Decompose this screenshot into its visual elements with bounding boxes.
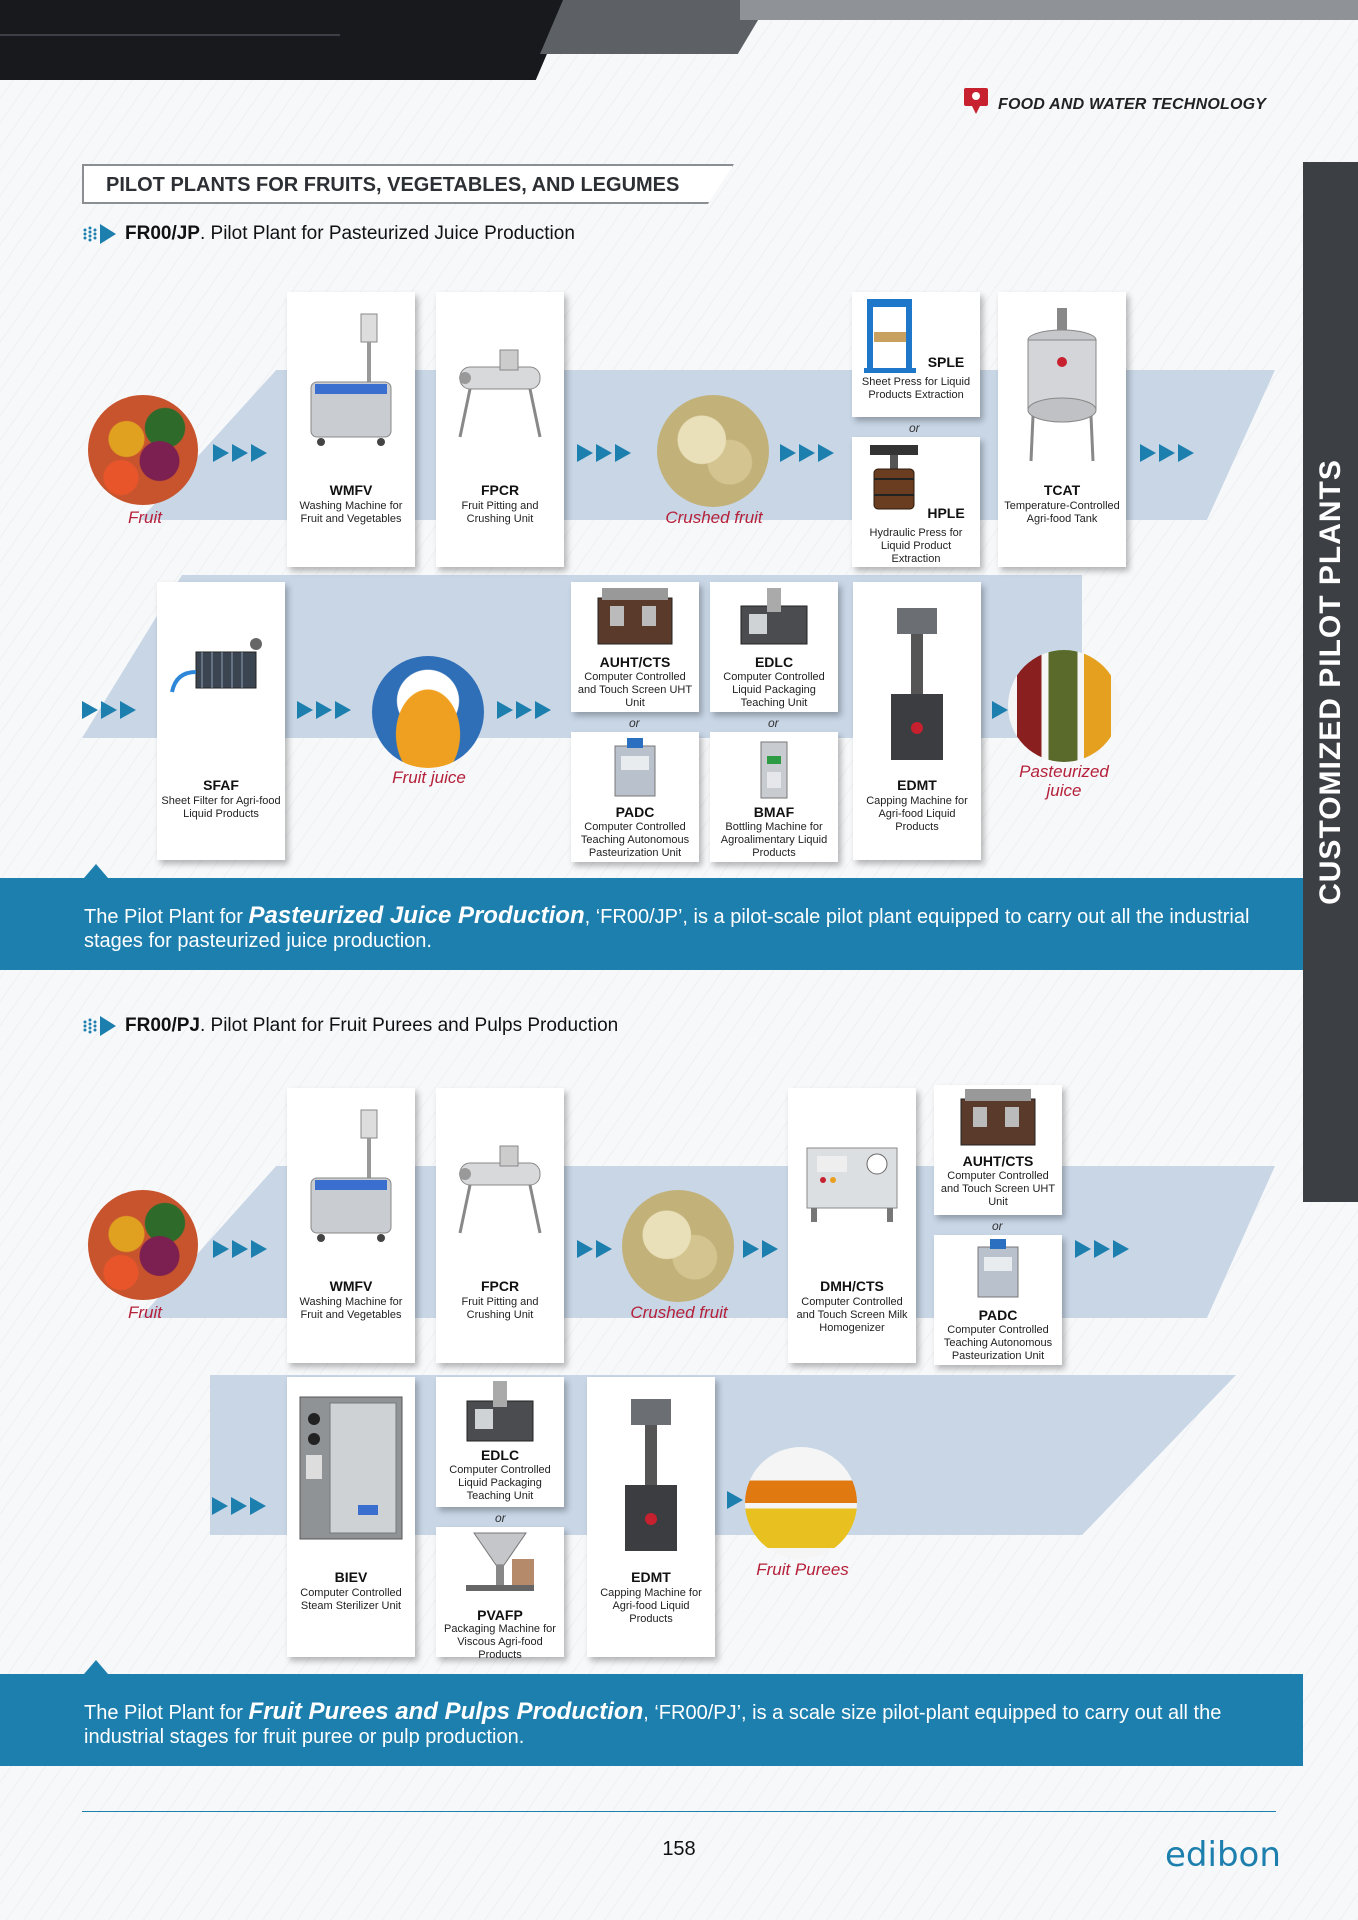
unit-code: SPLE <box>927 354 965 370</box>
unit-code: EDLC <box>480 1447 520 1463</box>
uht-unit-image <box>590 586 680 648</box>
flow-arrows <box>497 701 551 719</box>
unit-card-edlc[interactable] <box>436 1377 564 1507</box>
arrow-icon <box>1159 444 1175 462</box>
info-notch <box>84 1660 108 1674</box>
unit-code: EDMT <box>897 777 937 793</box>
arrow-icon <box>231 1497 247 1515</box>
bullet-arrow-icon <box>82 222 118 246</box>
arrow-icon <box>250 1497 266 1515</box>
unit-card-dmh[interactable] <box>788 1088 916 1363</box>
unit-code: AUHT/CTS <box>962 1153 1034 1169</box>
arrow-icon <box>535 701 551 719</box>
arrow-icon <box>799 444 815 462</box>
unit-card-edmt[interactable] <box>587 1377 715 1657</box>
unit-card-bmaf[interactable] <box>710 732 838 862</box>
flow-arrows <box>82 701 136 719</box>
product-crushed-fruit: Crushed fruit <box>630 1303 728 1322</box>
unit-code: EDLC <box>754 654 794 670</box>
arrow-icon <box>577 1240 593 1258</box>
unit-code: FPCR <box>480 1278 520 1294</box>
sheet-filter-image <box>166 632 276 712</box>
unit-desc: Computer Controlled Liquid Packaging Teaching Unit <box>449 1464 551 1502</box>
unit-code: SFAF <box>203 777 239 793</box>
flow-arrows <box>213 1240 267 1258</box>
or-label: or <box>992 1219 1003 1233</box>
flow-arrows <box>212 1497 266 1515</box>
unit-code: WMFV <box>329 1278 373 1294</box>
arrow-icon <box>213 444 229 462</box>
unit-desc: Capping Machine for Agri-food Liquid Products <box>600 1587 702 1625</box>
unit-code: TCAT <box>1043 482 1081 498</box>
info-bar-plant1: The Pilot Plant for Pasteurized Juice Production, ‘FR00/JP’, is a pilot-scale pilot plant equipped to carry out all the industrial stages for pasteurized juice production. <box>0 878 1303 970</box>
unit-card-fpcr[interactable] <box>436 292 564 567</box>
or-label: or <box>495 1511 506 1525</box>
unit-desc: Computer Controlled and Touch Screen Milk Homogenizer <box>796 1296 908 1334</box>
unit-code: FPCR <box>480 482 520 498</box>
plant1-heading: FR00/JP. Pilot Plant for Pasteurized Juice Production <box>125 223 575 244</box>
product-pasteurized-juice: Pasteurized juice <box>1019 762 1109 800</box>
arrow-icon <box>577 444 593 462</box>
header-banner-light <box>740 0 1358 20</box>
unit-desc: Bottling Machine for Agroalimentary Liquid Products <box>720 821 828 859</box>
product-fruit-juice: Fruit juice <box>392 768 466 787</box>
plant2-heading: FR00/PJ. Pilot Plant for Fruit Purees and Pulps Production <box>125 1015 619 1036</box>
unit-card-pvafp[interactable] <box>436 1527 564 1661</box>
liquid-packaging-image <box>729 586 819 648</box>
unit-card-fpcr[interactable] <box>436 1088 564 1363</box>
unit-card-padc[interactable] <box>571 732 699 862</box>
unit-card-hple[interactable] <box>852 437 980 567</box>
flow-arrows <box>577 1240 612 1258</box>
flow-arrow <box>727 1491 743 1514</box>
header-banner-mid <box>540 0 770 54</box>
washing-machine-image <box>301 1108 401 1248</box>
arrow-icon <box>818 444 834 462</box>
unit-card-wmfv[interactable] <box>287 292 415 567</box>
fruit-juice-image <box>372 656 484 768</box>
arrow-icon <box>251 1240 267 1258</box>
unit-desc: Temperature-Controlled Agri-food Tank <box>1004 500 1120 525</box>
flow-arrows <box>1140 444 1194 462</box>
unit-desc: Sheet Filter for Agri-food Liquid Products <box>161 795 281 820</box>
unit-card-auht[interactable] <box>571 582 699 712</box>
arrow-icon <box>1140 444 1156 462</box>
unit-card-sple[interactable] <box>852 292 980 417</box>
unit-desc: Washing Machine for Fruit and Vegetables <box>299 1296 403 1321</box>
uht-unit-image <box>953 1087 1043 1149</box>
crushing-unit-image <box>445 1138 555 1238</box>
milk-homogenizer-image <box>797 1128 907 1228</box>
unit-code: PADC <box>615 804 655 820</box>
unit-desc: Computer Controlled Steam Sterilizer Unit <box>300 1587 402 1612</box>
unit-card-edmt[interactable] <box>853 582 981 860</box>
arrow-icon <box>212 1497 228 1515</box>
unit-code: AUHT/CTS <box>599 654 671 670</box>
arrow-icon <box>743 1240 759 1258</box>
info-notch <box>84 864 108 878</box>
capping-machine-image <box>877 606 957 766</box>
product-fruit: Fruit <box>128 508 162 527</box>
arrow-icon <box>232 1240 248 1258</box>
arrow-icon <box>335 701 351 719</box>
unit-card-wmfv[interactable] <box>287 1088 415 1363</box>
product-crushed-fruit: Crushed fruit <box>665 508 763 527</box>
unit-desc: Computer Controlled and Touch Screen UHT Unit <box>940 1170 1056 1208</box>
flow-arrow <box>992 701 1008 724</box>
unit-desc: Computer Controlled Liquid Packaging Teaching Unit <box>723 671 825 709</box>
product-fruit-purees: Fruit Purees <box>756 1560 849 1579</box>
crushed-fruit-image <box>657 395 769 507</box>
unit-card-padc[interactable] <box>934 1235 1062 1365</box>
arrow-icon <box>516 701 532 719</box>
page-number: 158 <box>662 1838 696 1860</box>
unit-card-tcat[interactable] <box>998 292 1126 567</box>
unit-code: BMAF <box>753 804 795 820</box>
arrow-icon <box>213 1240 229 1258</box>
arrow-icon <box>82 701 98 719</box>
unit-desc: Hydraulic Press for Liquid Product Extraction <box>869 527 963 565</box>
arrow-icon <box>497 701 513 719</box>
arrow-icon <box>596 444 612 462</box>
header-banner-dark <box>0 0 570 80</box>
arrow-icon <box>316 701 332 719</box>
unit-code: PVAFP <box>477 1607 523 1623</box>
pasteurization-unit-image <box>605 736 665 802</box>
liquid-packaging-image <box>455 1379 545 1445</box>
unit-desc: Sheet Press for Liquid Products Extraction <box>861 376 971 401</box>
or-label: or <box>629 716 640 730</box>
pasteurized-juice-image <box>1008 650 1120 762</box>
unit-card-sfaf[interactable] <box>157 582 285 860</box>
arrow-icon <box>596 1240 612 1258</box>
arrow-icon <box>251 444 267 462</box>
flow-arrows <box>743 1240 778 1258</box>
capping-machine-image <box>611 1397 691 1557</box>
arrow-icon <box>297 701 313 719</box>
arrow-icon <box>101 701 117 719</box>
or-label: or <box>909 421 920 435</box>
steam-sterilizer-image <box>296 1393 406 1543</box>
crushing-unit-image <box>445 342 555 442</box>
unit-code: HPLE <box>927 505 965 521</box>
product-fruit: Fruit <box>128 1303 162 1322</box>
unit-desc: Washing Machine for Fruit and Vegetables <box>299 500 403 525</box>
bullet-arrow-icon <box>82 1014 118 1038</box>
arrow-icon <box>120 701 136 719</box>
unit-desc: Computer Controlled Teaching Autonomous Pasteurization Unit <box>580 821 690 859</box>
unit-code: WMFV <box>329 482 373 498</box>
arrow-icon <box>615 444 631 462</box>
arrow-icon <box>1113 1240 1129 1258</box>
unit-card-auht[interactable] <box>934 1085 1062 1215</box>
unit-code: BIEV <box>334 1569 368 1585</box>
unit-desc: Fruit Pitting and Crushing Unit <box>461 1296 539 1321</box>
unit-card-biev[interactable] <box>287 1377 415 1657</box>
arrow-icon <box>762 1240 778 1258</box>
arrow-icon <box>232 444 248 462</box>
arrow-icon <box>992 701 1008 719</box>
or-label: or <box>768 716 779 730</box>
crushed-fruit-image <box>622 1190 734 1302</box>
location-pin-icon <box>963 86 989 116</box>
viscous-packaging-image <box>460 1529 540 1595</box>
unit-code: EDMT <box>631 1569 671 1585</box>
flow-arrows <box>1075 1240 1129 1258</box>
bottling-machine-image <box>749 736 799 806</box>
pasteurization-unit-image <box>968 1237 1028 1303</box>
arrow-icon <box>1094 1240 1110 1258</box>
arrow-icon <box>727 1491 743 1509</box>
unit-card-edlc[interactable] <box>710 582 838 712</box>
tank-image <box>1017 306 1107 466</box>
flow-arrows <box>213 444 267 462</box>
side-tab-label: CUSTOMIZED PILOT PLANTS <box>1313 459 1347 905</box>
flow-arrows <box>577 444 631 462</box>
info-bar-plant2: The Pilot Plant for Fruit Purees and Pulps Production, ‘FR00/PJ’, is a scale size pilot-plant equipped to carry out all the industrial stages for fruit puree or pulp production. <box>0 1674 1303 1766</box>
fruit-image <box>88 395 198 505</box>
flow-arrows <box>297 701 351 719</box>
washing-machine-image <box>301 312 401 452</box>
unit-desc: Capping Machine for Agri-food Liquid Products <box>866 795 968 833</box>
section-title: PILOT PLANTS FOR FRUITS, VEGETABLES, AND LEGUMES <box>106 174 680 196</box>
unit-desc: Computer Controlled and Touch Screen UHT Unit <box>577 671 693 709</box>
category-label: FOOD AND WATER TECHNOLOGY <box>998 96 1267 113</box>
flow-arrows <box>780 444 834 462</box>
arrow-icon <box>1075 1240 1091 1258</box>
unit-code: DMH/CTS <box>820 1278 884 1294</box>
header-rule <box>0 34 340 36</box>
arrow-icon <box>780 444 796 462</box>
unit-desc: Computer Controlled Teaching Autonomous Pasteurization Unit <box>943 1324 1053 1362</box>
unit-code: PADC <box>978 1307 1018 1323</box>
fruit-image <box>88 1190 198 1300</box>
unit-desc: Packaging Machine for Viscous Agri-food Products <box>444 1623 556 1661</box>
footer-rule <box>82 1811 1276 1812</box>
edibon-logo: edibon <box>1165 1835 1281 1875</box>
fruit-purees-image <box>745 1447 857 1559</box>
unit-desc: Fruit Pitting and Crushing Unit <box>461 500 539 525</box>
arrow-icon <box>1178 444 1194 462</box>
